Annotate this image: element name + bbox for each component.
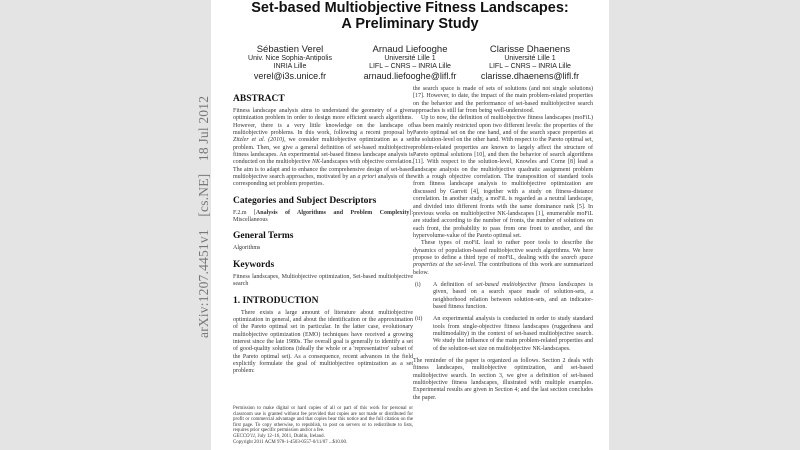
introduction-paragraph: There exists a large amount of literature about multiobjective optimization in general, and about the identification or the approximation of the Pareto optimal set in particular. In the latter case, evolutionary multiobjective optimization (EMO) techniques have received a growing interest since the late 1980s. The overall goal is generally to identify a set of good-quality solutions (ideally the whole or a 'representative' subset of the Pareto optimal set). As a consequence, recent advances in the field explicitly formulate the goal of multiobjective optimization as a set problem: bbox=[233, 309, 413, 375]
keywords-heading: Keywords bbox=[233, 259, 275, 270]
introduction-heading: 1. INTRODUCTION bbox=[233, 295, 319, 306]
paper-title bbox=[211, 0, 609, 32]
abstract-heading: ABSTRACT bbox=[233, 94, 285, 104]
author-affiliation: Univ. Nice Sophia-Antipolis bbox=[248, 55, 332, 62]
item-number: (ii) bbox=[415, 316, 423, 323]
right-paragraph-1: the search space is made of sets of solutions (and not single solutions) [17]. However, to date, the impact of the main problem-related properties on the behavior and the performance of set-based multiobjective search approaches is still far from being well-understood. bbox=[413, 86, 593, 115]
author-email: arnaud.liefooghe@lifl.fr bbox=[363, 71, 457, 81]
general-terms-text: Algorithms bbox=[233, 245, 261, 252]
permission-footnote bbox=[233, 406, 413, 445]
arxiv-date: 18 Jul 2012 bbox=[196, 95, 211, 162]
right-column bbox=[413, 86, 593, 402]
categories-heading: Categories and Subject Descriptors bbox=[233, 195, 377, 206]
venue-text: GECCO'11, July 12–16, 2011, Dublin, Ireland. bbox=[233, 433, 325, 439]
paper-page bbox=[211, 0, 609, 450]
author-3 bbox=[471, 44, 589, 81]
right-paragraph-3: These types of moFiL lead to rather poor tools to describe the dynamics of population-based multiobjective search algorithms. We here propose to define a third type of moFiL, dealing with the search space properties at the set-level. The contributions of this work are summarized below. bbox=[413, 240, 594, 276]
author-email: clarisse.dhaenens@lifl.fr bbox=[480, 71, 580, 81]
author-1 bbox=[231, 44, 349, 81]
author-name: Sébastien Verel bbox=[256, 44, 324, 55]
item-text: An experimental analysis is conducted in order to study standard tools from single-objective fitness landscapes (ruggedness and multimodality) in the context of set-based multiobjective search. We study the influence of the main problem-related properties and of the solution-set size on multiobjective NK-landscapes. bbox=[433, 316, 593, 352]
author-name: Arnaud Liefooghe bbox=[372, 44, 448, 55]
author-2 bbox=[351, 44, 469, 81]
item-number: (i) bbox=[415, 281, 421, 288]
author-email: verel@i3s.unice.fr bbox=[253, 71, 327, 81]
author-name: Clarisse Dhaenens bbox=[489, 44, 571, 55]
copyright-text: Copyright 2011 ACM 978-1-4503-0557-0/11/07 ...$10.00. bbox=[233, 439, 348, 445]
item-text: A definition of set-based multiobjective fitness landscapes is given, based on a search space made of solution-sets, a neighborhood relation between solution-sets, and an indicator-based fitness function. bbox=[433, 281, 593, 310]
author-block bbox=[211, 44, 609, 81]
author-affiliation: LIFL – CNRS – INRIA Lille bbox=[489, 63, 571, 70]
arxiv-id: arXiv:1207.4451v1 bbox=[196, 229, 211, 338]
title-line-2: A Preliminary Study bbox=[341, 16, 479, 32]
arxiv-stamp bbox=[196, 87, 212, 338]
right-paragraph-2: Up to now, the definition of multiobjective fitness landscapes (moFiL) has been mainly restricted upon two different levels: the properties of the Pareto optimal set on the one hand, and of the search space properties at the solution-level on the other hand. With respect to the Pareto optimal set, problem-related properties are known to largely affect the structure of Pareto optimal solutions [10], and then the behavior of search algorithms [11]. With respect to the solution-level, Knowles and Corne [8] lead a landscape analysis on the multiobjective quadratic assignment problem with a rough objective correlation. The transposition of standard tools from fitness landscape analysis to multiobjective optimization are discussed by Garrett [4], together with a study on fitness-distance correlation. In another study, a moFiL is regarded as a neutral landscape, and divided into different fronts with the same dominance rank [5]. In previous works on multiobjective NK-landscapes [1], enumerable moFiL are studied according to the number of fronts, the number of solutions on each front, the probability to pass from one front to another, and the hypervolume-value of the Pareto optimal set. bbox=[413, 115, 593, 239]
left-column bbox=[233, 94, 413, 376]
author-affiliation: INRIA Lille bbox=[273, 63, 307, 70]
arxiv-category: [cs.NE] bbox=[196, 173, 211, 217]
categories-text: F.2.m [Analysis of Algorithms and Problem Complexity]: Miscellaneous bbox=[233, 209, 414, 224]
permission-text: Permission to make digital or hard copies of all or part of this work for personal or classroom use is granted without fee provided that copies are not made or distributed for profit or commercial advantage and that copies bear this notice and the full citation on the first page. To copy otherwise, to republish, to post on servers or to redistribute to lists, requires prior specific permission and/or a fee. bbox=[233, 406, 413, 434]
author-affiliation: Université Lille 1 bbox=[384, 55, 436, 62]
author-affiliation: LIFL – CNRS – INRIA Lille bbox=[369, 63, 451, 70]
contribution-item-2 bbox=[413, 316, 593, 353]
title-line-1: Set-based Multiobjective Fitness Landscapes: bbox=[251, 0, 569, 16]
author-affiliation: Université Lille 1 bbox=[504, 55, 556, 62]
general-terms-heading: General Terms bbox=[233, 231, 294, 242]
abstract-text: Fitness landscape analysis aims to understand the geometry of a given optimization problem in order to design more efficient search algorithms. However, there is a very little knowledge on the landscape of multiobjective problems. In this work, following a recent proposal by Zitzler et al. (2010), we consider multiobjective optimization as a set problem. Then, we give a general definition of set-based multiobjective fitness landscapes. An experimental set-based fitness landscape analysis is conducted on the multiobjective NK-landscapes with objective correlation. The aim is to adapt and to enhance the comprehensive design of set-based multiobjective search approaches, motivated by an a priori analysis of the corresponding set problem properties. bbox=[233, 108, 413, 188]
contribution-item-1 bbox=[413, 282, 593, 311]
keywords-text: Fitness landscapes, Multiobjective optimization, Set-based multiobjective search bbox=[233, 273, 413, 288]
right-paragraph-4: The reminder of the paper is organized as follows. Section 2 deals with fitness landscapes, multiobjective optimization, and set-based multiobjective search. In section 3, we give a definition of set-based multiobjective fitness landscapes, illustrated with multiple examples. Experimental results are given in Section 4; and the last section concludes the paper. bbox=[413, 358, 593, 401]
